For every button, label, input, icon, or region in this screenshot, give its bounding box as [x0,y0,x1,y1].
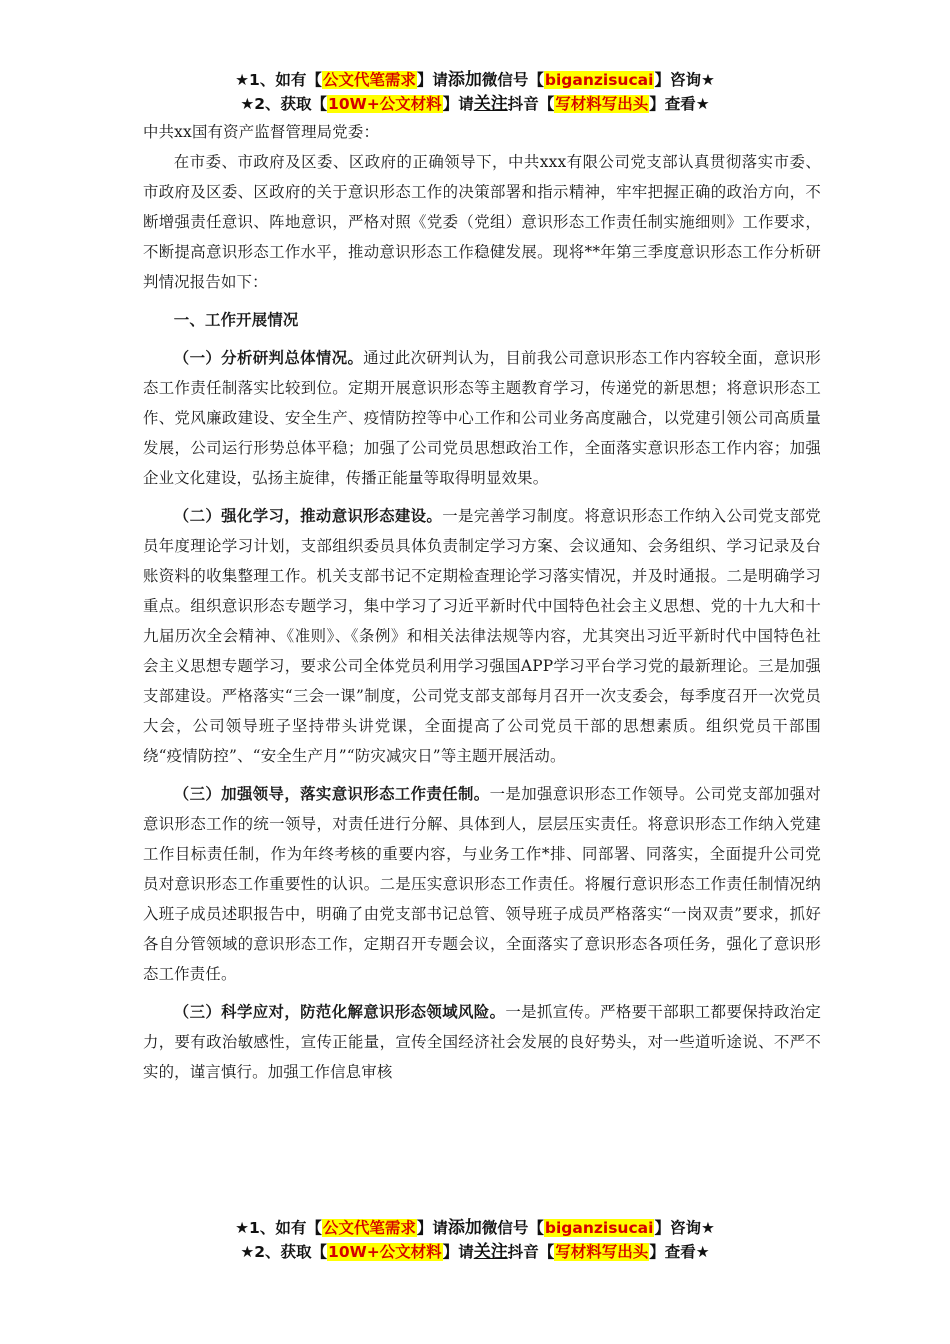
promo-highlight: 10W+公文材料 [328,1243,442,1261]
promo-text: 抖音【 [507,95,555,113]
paragraph-2 [143,501,821,771]
paragraph-heading: （二）强化学习，推动意识形态建设。 [173,507,443,525]
promo-highlight: 公文代笔需求 [322,71,416,89]
promo-line-1 [0,68,950,92]
paragraph-heading: （一）分析研判总体情况。 [173,349,364,367]
promo-text: 】请 [416,1219,448,1237]
promo-text: 】查看★ [649,95,710,113]
promo-highlight: 公文代笔需求 [322,1219,416,1237]
paragraph-1 [143,343,821,493]
promo-banner-bottom [0,1216,950,1264]
promo-text: 】查看★ [649,1243,710,1261]
paragraph-body: 一是抓宣传。严格要干部职工都要保持政治定力，要有政治敏感性，宣传正能量，宣传全国经济社会发展的良好势头，对一些道听途说、不严不实的，谨言慎行。加强工作信息审核 [143,1003,821,1081]
paragraph-body: 通过此次研判认为，目前我公司意识形态工作内容较全面，意识形态工作责任制落实比较到位。定期开展意识形态等主题教育学习，传递党的新思想；将意识形态工作、党风廉政建设、安全生产、疫情防控等中心工作和公司业务高度融合，以党建引领公司高质量发展，公司运行形势总体平稳；加强了公司党员思想政治工作，全面落实意识形态工作内容；加强企业文化建设，弘扬主旋律，传播正能量等取得明显效果。 [143,349,821,487]
salutation: 中共xx国有资产监督管理局党委： [143,123,380,141]
promo-emphasis: 关注 [473,1242,508,1262]
promo-text: 微信号【 [481,71,544,89]
promo-banner-top [0,68,950,116]
promo-line-2 [0,1240,950,1264]
promo-text: ★2、获取【 [240,1243,328,1261]
paragraph-3 [143,779,821,989]
paragraph-body: 一是完善学习制度。将意识形态工作纳入公司党支部党员年度理论学习计划，支部组织委员具体负责制定学习方案、会议通知、会务组织、学习记录及台账资料的收集整理工作。机关支部书记不定期检查理论学习落实情况，并及时通报。二是明确学习重点。组织意识形态专题学习，集中学习了习近平新时代中国特色社会主义思想、党的十九大和十九届历次全会精神、《准则》、《条例》和相关法律法规等内容，尤其突出习近平新时代中国特色社会主义思想专题学习，要求公司全体党员利用学习强国APP学习平台学习党的最新理论。三是加强支部建设。严格落实“三会一课”制度，公司党支部支部每月召开一次支委会，每季度召开一次党员大会，公司领导班子坚持带头讲党课，全面提高了公司党员干部的思想素质。组织党员干部围绕“疫情防控”、“安全生产月”“防灾减灾日”等主题开展活动。 [143,507,821,765]
promo-emphasis: 关注 [473,94,508,114]
promo-text: 微信号【 [481,1219,544,1237]
paragraph-heading: （三）科学应对，防范化解意识形态领域风险。 [173,1003,506,1021]
promo-text: ★1、如有【 [235,1219,322,1237]
promo-line-2 [0,92,950,116]
paragraph-4 [143,997,821,1087]
promo-douyin-id: 写材料写出头 [555,95,649,113]
paragraph-heading: （三）加强领导，落实意识形态工作责任制。 [173,785,490,803]
paragraph-body: 一是加强意识形态工作领导。公司党支部加强对意识形态工作的统一领导，对责任进行分解、具体到人，层层压实责任。将意识形态工作纳入党建工作目标责任制，作为年终考核的重要内容，与业务工作*排、同部署、同落实，全面提升公司党员对意识形态工作重要性的认识。二是压实意识形态工作责任。将履行意识形态工作责任制情况纳入班子成员述职报告中，明确了由党支部书记总管、领导班子成员严格落实“一岗双责”要求，抓好各自分管领域的意识形态工作，定期召开专题会议，全面落实了意识形态各项任务，强化了意识形态工作责任。 [143,785,821,983]
promo-text: ★1、如有【 [235,71,322,89]
promo-text: 抖音【 [507,1243,555,1261]
promo-text: 】咨询★ [654,71,715,89]
promo-text: 】请 [442,95,474,113]
intro-paragraph: 在市委、市政府及区委、区政府的正确领导下，中共xxx有限公司党支部认真贯彻落实市委、市政府及区委、区政府的关于意识形态工作的决策部署和指示精神，牢牢把握正确的政治方向，不断增强责任意识、阵地意识，严格对照《党委（党组）意识形态工作责任制实施细则》工作要求，不断提高意识形态工作水平，推动意识形态工作稳健发展。现将**年第三季度意识形态工作分析研判情况报告如下： [143,153,821,291]
section-heading: 一、工作开展情况 [173,311,299,329]
promo-highlight: 10W+公文材料 [328,95,442,113]
promo-text: 】请 [416,71,448,89]
promo-emphasis: 添加 [447,1218,482,1238]
promo-emphasis: 添加 [447,70,482,90]
promo-line-1 [0,1216,950,1240]
promo-wechat-id: biganzisucai [544,1219,654,1237]
promo-wechat-id: biganzisucai [544,71,654,89]
document-body [143,117,821,1095]
promo-text: 】请 [442,1243,474,1261]
promo-text: 】咨询★ [654,1219,715,1237]
promo-douyin-id: 写材料写出头 [555,1243,649,1261]
promo-text: ★2、获取【 [240,95,328,113]
